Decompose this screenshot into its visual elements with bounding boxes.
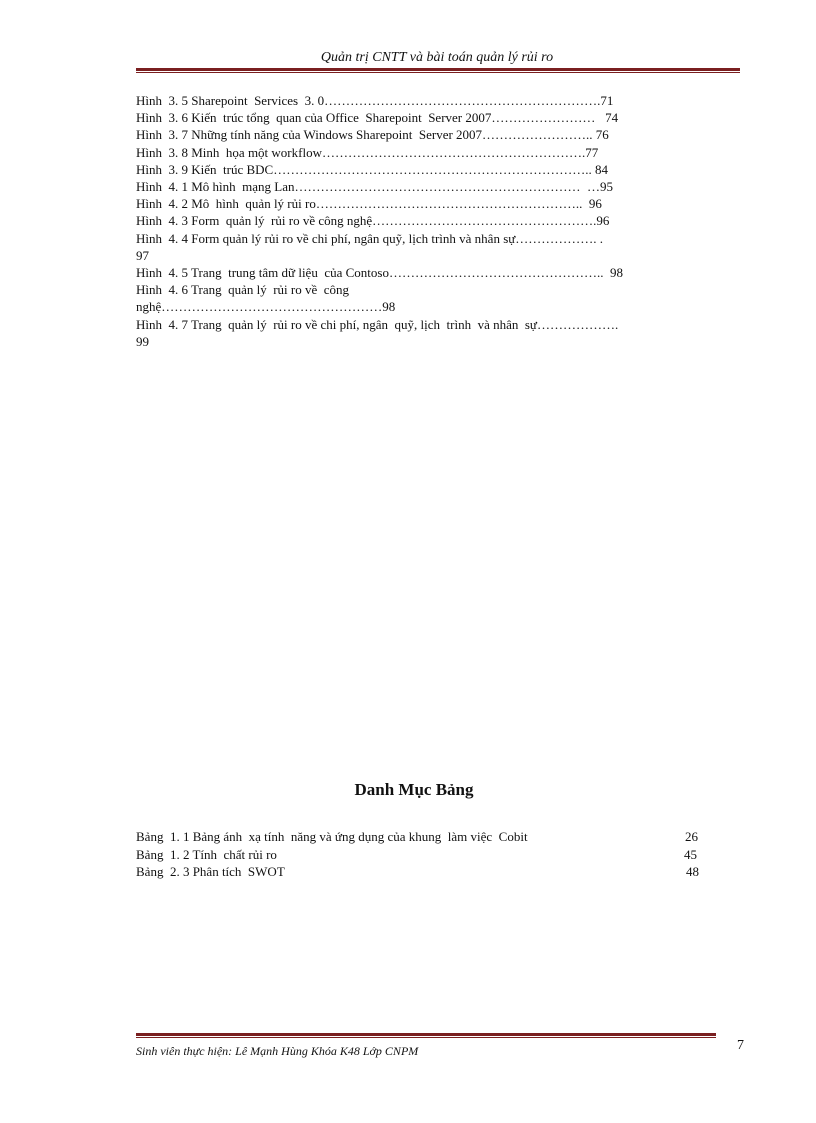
figure-entry: nghệ……………………………………………98	[136, 299, 396, 315]
figure-entry: Hình 4. 7 Trang quản lý rủi ro về chi phí, ngân quỹ, lịch trình và nhân sự……………….	[136, 316, 619, 332]
table-entry	[136, 863, 736, 881]
footer-divider	[136, 1033, 716, 1038]
table-entry-title: Bảng 1. 2 Tính chất rủi ro	[136, 846, 277, 862]
figure-entry: Hình 3. 9 Kiến trúc BDC……………………………………………………………….. 84	[136, 161, 608, 177]
figure-entry: 97	[136, 247, 149, 263]
footer-author: Sinh viên thực hiện: Lê Mạnh Hùng Khóa K48 Lớp CNPM	[136, 1044, 419, 1058]
table-entry	[136, 846, 736, 864]
figure-entry: Hình 3. 7 Những tính năng của Windows Sharepoint Server 2007…………………….. 76	[136, 127, 609, 143]
table-list	[136, 828, 736, 881]
page-number: 7	[737, 1038, 744, 1053]
tables-section-title: Danh Mục Bảng	[354, 780, 474, 799]
figure-entry: Hình 4. 5 Trang trung tâm dữ liệu của Contoso………………………………………….. 98	[136, 265, 623, 281]
figure-list	[136, 92, 740, 350]
header-divider	[136, 68, 740, 73]
figure-entry: Hình 4. 1 Mô hình mạng Lan………………………………………………………… …95	[136, 179, 614, 195]
figure-entry: Hình 3. 6 Kiến trúc tổng quan của Office Sharepoint Server 2007…………………… 74	[136, 110, 619, 126]
table-entry	[136, 828, 736, 846]
figure-entry: Hình 4. 3 Form quản lý rủi ro về công nghệ…………………………………………….96	[136, 213, 610, 229]
running-header-title: Quản trị CNTT và bài toán quản lý rủi ro	[320, 50, 554, 65]
figure-entry: Hình 3. 5 Sharepoint Services 3. 0……………………………………………………….71	[136, 93, 614, 108]
table-entry-title: Bảng 1. 1 Bảng ánh xạ tính năng và ứng dụng của khung làm việc Cobit	[136, 829, 528, 844]
figure-entry: 99	[136, 333, 149, 349]
table-entry-title: Bảng 2. 3 Phân tích SWOT	[136, 864, 285, 879]
figure-entry: Hình 4. 4 Form quản lý rủi ro về chi phí, ngân quỹ, lịch trình và nhân sự………………. .	[136, 230, 604, 246]
figure-entry: Hình 4. 2 Mô hình quản lý rủi ro…………………………………………………….. 96	[136, 196, 602, 212]
figure-entry: Hình 3. 8 Minh họa một workflow…………………………………………………….77	[136, 144, 599, 160]
table-entry-page: 26	[685, 829, 698, 844]
figure-entry: Hình 4. 6 Trang quản lý rủi ro về công	[136, 282, 350, 298]
table-entry-page: 48	[686, 864, 699, 879]
table-entry-page: 45	[684, 846, 697, 862]
